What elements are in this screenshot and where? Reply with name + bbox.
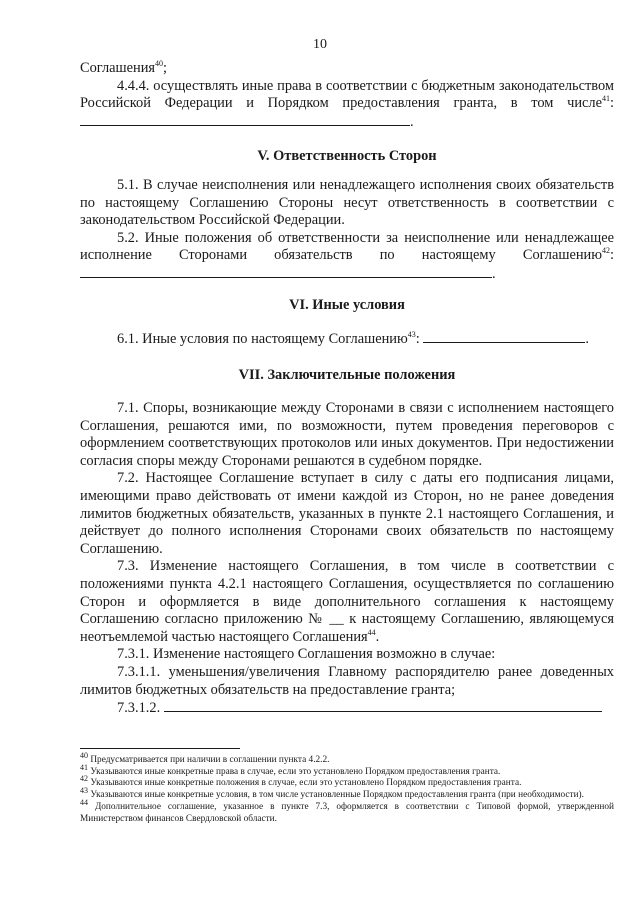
section-4-tail [80, 60, 614, 131]
fill-in-blank [80, 265, 492, 278]
paragraph-4-4-4: 4.4.4. осуществлять иные права в соответствии с бюджетным законодательством Российской Федерации и Порядком предоставления гранта, в том числе$^{41}$: . [80, 77, 614, 130]
paragraph-7-3-1-2: 7.3.1.2. [80, 699, 614, 718]
paragraph-5-2: 5.2. Иные положения об ответственности за неисполнение или ненадлежащее исполнение Сторонами обязательств по настоящему Соглашению$^{42}$: . [80, 229, 614, 282]
footnote-43: $^{43}$ Указываются иные конкретные условия, в том числе установленные Порядком предоставления гранта (при необходимости). [80, 786, 584, 801]
footnote-ref-43: 43 [407, 330, 416, 340]
section-7 [80, 367, 614, 385]
section-5-body [80, 177, 614, 284]
footnote-41: $^{41}$ Указываются иные конкретные права в случае, если это установлено Порядком предоставления гранта. [80, 762, 501, 777]
footnote-42: $^{42}$ Указываются иные конкретные положения в случае, если это установлено Порядком предоставления гранта. [80, 774, 522, 789]
footnote-ref-41: 41 [602, 94, 610, 104]
paragraph-7-3: 7.3. Изменение настоящего Соглашения, в том числе в соответствии с положениями пункта 4.2.1 настоящего Соглашения, осуществляется по соглашению Сторон и оформляется в виде дополнительного соглашения к настоящему Соглашению согласно приложению № __ к настоящему Соглашению, являющемуся неотъемлемой частью настоящего Соглашения$^{44}$. [80, 558, 614, 645]
fill-in-blank [164, 699, 602, 712]
section-7-body [80, 400, 614, 718]
paragraph-6-1: 6.1. Иные условия по настоящему Соглашению$^{43}$: . [117, 330, 589, 347]
section-6 [80, 297, 614, 315]
footnote-ref-42: 42 [602, 246, 610, 256]
paragraph-4-4-3-tail: Соглашения$^{40}$; [80, 59, 168, 76]
heading-section-5: V. Ответственность Сторон [257, 148, 437, 164]
footnote-44: $^{44}$ Дополнительное соглашение, указанное в пункте 7.3, оформляется в соответствии с Типовой формой, утвержденной Министерством финансов Свердловской области. [80, 797, 615, 824]
paragraph-7-3-1: 7.3.1. Изменение настоящего Соглашения возможно в случае: [117, 646, 496, 663]
paragraph-7-3-1-1: 7.3.1.1. уменьшения/увеличения Главному распорядителю ранее доведенных лимитов бюджетных обязательств на предоставление гранта; [80, 663, 614, 698]
paragraph-7-1: 7.1. Споры, возникающие между Сторонами в связи с исполнением настоящего Соглашения, решаются ими, по возможности, путем проведения переговоров с оформлением соответствующих протоколов или иных документов. При недостижении согласия споры между Сторонами решаются в судебном порядке. [80, 400, 614, 469]
section-6-body [80, 330, 614, 349]
footnotes [80, 750, 615, 825]
section-5 [80, 148, 614, 166]
footnote-ref-40: 40 [155, 59, 164, 69]
page-number: 10 [313, 37, 327, 52]
footnote-40: $^{40}$ Предусматривается при наличии в соглашении пункта 4.2.2. [80, 750, 330, 765]
paragraph-5-1: 5.1. В случае неисполнения или ненадлежащего исполнения своих обязательств по настоящему Соглашению Стороны несут ответственность в соответствии с законодательством Российской Федерации. [80, 177, 614, 229]
footnote-ref-44: 44 [367, 627, 376, 637]
heading-section-7: VII. Заключительные положения [238, 367, 456, 383]
fill-in-blank [423, 330, 585, 343]
footnote-separator [80, 748, 240, 749]
fill-in-blank [80, 113, 410, 126]
paragraph-7-2: 7.2. Настоящее Соглашение вступает в силу с даты его подписания лицами, имеющими право действовать от имени каждой из Сторон, но не ранее доведения лимитов бюджетных обязательств, указанных в пункте 2.1 настоящего Соглашения, и действует до полного исполнения Сторонами своих обязательств по настоящему Соглашению. [80, 470, 614, 557]
heading-section-6: VI. Иные условия [289, 297, 405, 313]
